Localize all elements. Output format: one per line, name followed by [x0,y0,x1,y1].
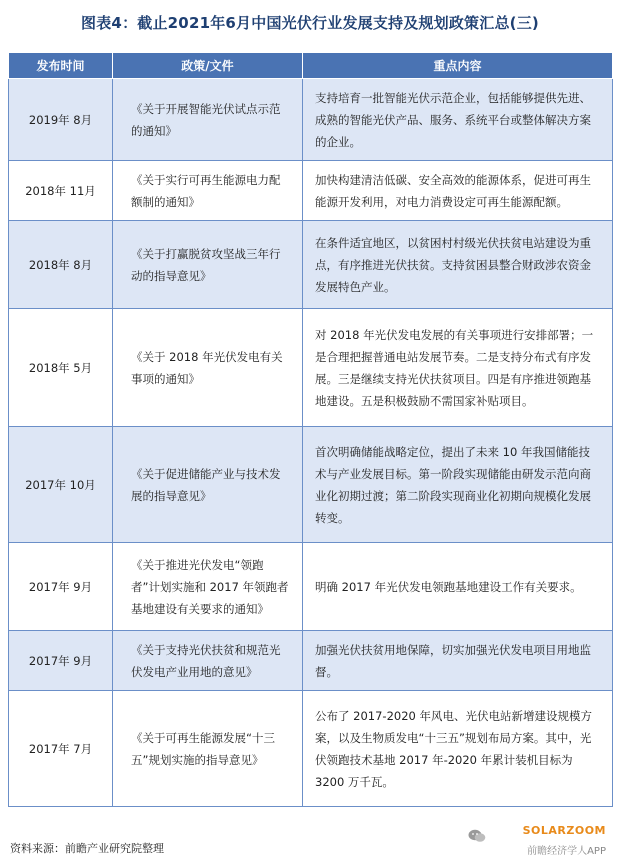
table-row [9,543,613,631]
cell-key-content: 公布了 2017-2020 年风电、光伏电站新增建设规模方案，以及生物质发电“十三五”规划布局方案。其中，光伏领跑技术基地 2017 年-2020 年累计装机目标为 3200 万千瓦。 [303,691,613,807]
cell-document: 《关于打赢脱贫攻坚战三年行动的指导意见》 [113,221,303,309]
source-note: 资料来源：前瞻产业研究院整理 [10,842,164,855]
policy-table [8,52,613,807]
header-date: 发布时间 [9,53,113,79]
cell-document: 《关于推进光伏发电“领跑者”计划实施和 2017 年领跑者基地建设有关要求的通知》 [113,543,303,631]
cell-date: 2018年 11月 [9,161,113,221]
brand-watermark [466,824,606,864]
cell-date: 2019年 8月 [9,79,113,161]
cell-document: 《关于支持光伏扶贫和规范光伏发电产业用地的意见》 [113,631,303,691]
table-row [9,309,613,427]
brand-app-label: 前瞻经济学人APP [527,846,606,857]
table-row [9,221,613,309]
cell-key-content: 在条件适宜地区，以贫困村村级光伏扶贫电站建设为重点，有序推进光伏扶贫。支持贫困县整合财政涉农资金发展特色产业。 [303,221,613,309]
cell-date: 2018年 8月 [9,221,113,309]
page-title: 图表4：截止2021年6月中国光伏行业发展支持及规划政策汇总(三) [81,14,539,32]
cell-date: 2017年 9月 [9,543,113,631]
table-row [9,631,613,691]
cell-date: 2017年 7月 [9,691,113,807]
cell-key-content: 加强光伏扶贫用地保障，切实加强光伏发电项目用地监督。 [303,631,613,691]
cell-key-content: 对 2018 年光伏发电发展的有关事项进行安排部署；一是合理把握普通电站发展节奏。二是支持分布式有序发展。三是继续支持光伏扶贫项目。四是有序推进领跑基地建设。五是积极鼓励不需国家补贴项目。 [303,309,613,427]
cell-document: 《关于开展智能光伏试点示范的通知》 [113,79,303,161]
table-row [9,161,613,221]
cell-key-content: 支持培育一批智能光伏示范企业，包括能够提供先进、成熟的智能光伏产品、服务、系统平台或整体解决方案的企业。 [303,79,613,161]
solarzoom-logo: SOLARZOOM [522,824,606,837]
cell-key-content: 加快构建清洁低碳、安全高效的能源体系，促进可再生能源开发利用，对电力消费设定可再生能源配额。 [303,161,613,221]
cell-date: 2017年 10月 [9,427,113,543]
header-key-content: 重点内容 [303,53,613,79]
cell-date: 2018年 5月 [9,309,113,427]
cell-document: 《关于促进储能产业与技术发展的指导意见》 [113,427,303,543]
cell-date: 2017年 9月 [9,631,113,691]
wechat-icon [468,828,486,842]
table-row [9,79,613,161]
table-row [9,427,613,543]
table-row [9,691,613,807]
cell-document: 《关于实行可再生能源电力配额制的通知》 [113,161,303,221]
cell-document: 《关于 2018 年光伏发电有关事项的通知》 [113,309,303,427]
cell-document: 《关于可再生能源发展“十三五”规划实施的指导意见》 [113,691,303,807]
cell-key-content: 首次明确储能战略定位，提出了未来 10 年我国储能技术与产业发展目标。第一阶段实现储能由研发示范向商业化初期过渡；第二阶段实现商业化初期向规模化发展转变。 [303,427,613,543]
table-header-row [9,53,613,79]
cell-key-content: 明确 2017 年光伏发电领跑基地建设工作有关要求。 [303,543,613,631]
header-document: 政策/文件 [113,53,303,79]
